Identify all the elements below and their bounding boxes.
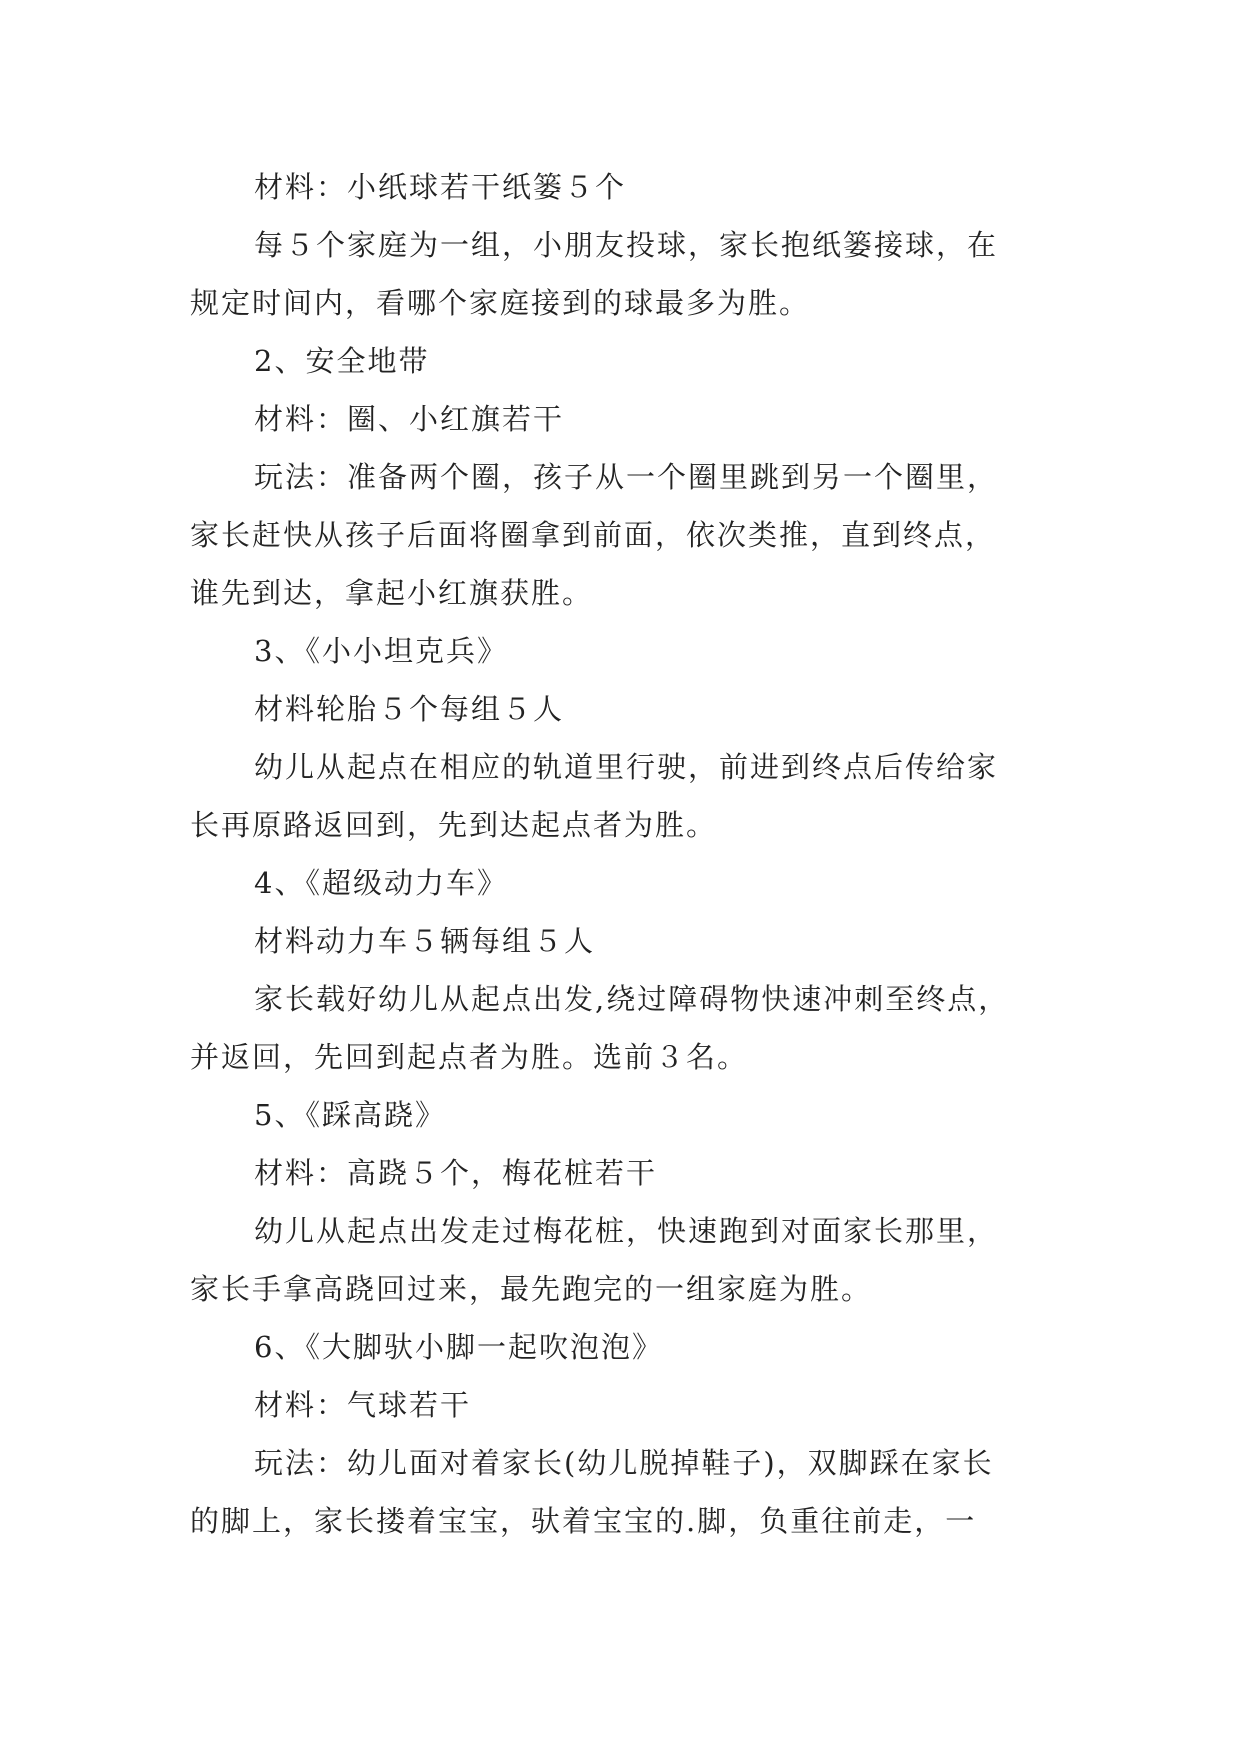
text-line: 材料动力车５辆每组５人 — [254, 924, 596, 958]
paragraph-rules-4 — [190, 970, 1065, 1086]
paragraph-materials-5 — [190, 1144, 1065, 1202]
document-body — [190, 158, 1065, 1550]
text-line: 5、《踩高跷》 — [254, 1098, 446, 1132]
paragraph-rules-1 — [190, 216, 1065, 332]
text-line: 6、《大脚驮小脚一起吹泡泡》 — [254, 1330, 663, 1364]
paragraph-materials-6 — [190, 1376, 1065, 1434]
text-line: 材料：小纸球若干纸篓５个 — [254, 170, 627, 204]
paragraph-materials-4 — [190, 912, 1065, 970]
text-line: 规定时间内，看哪个家庭接到的球最多为胜。 — [190, 286, 811, 320]
heading-game-6 — [190, 1318, 1065, 1376]
text-line: 材料：圈、小红旗若干 — [254, 402, 565, 436]
heading-game-3 — [190, 622, 1065, 680]
text-line: 玩法：幼儿面对着家长(幼儿脱掉鞋子)，双脚踩在家长 — [254, 1446, 994, 1480]
paragraph-rules-6 — [190, 1434, 1065, 1550]
paragraph-rules-3 — [190, 738, 1065, 854]
paragraph-materials-2 — [190, 390, 1065, 448]
text-line: 幼儿从起点在相应的轨道里行驶，前进到终点后传给家 — [254, 750, 999, 784]
text-line: 2、安全地带 — [254, 344, 430, 378]
text-line: 家长赶快从孩子后面将圈拿到前面，依次类推，直到终点， — [190, 518, 997, 552]
text-line: 玩法：准备两个圈，孩子从一个圈里跳到另一个圈里， — [254, 460, 999, 494]
text-line: 家长载好幼儿从起点出发,绕过障碍物快速冲刺至终点， — [254, 982, 1010, 1016]
paragraph-rules-2 — [190, 448, 1065, 622]
text-line: 幼儿从起点出发走过梅花桩，快速跑到对面家长那里， — [254, 1214, 999, 1248]
paragraph-materials-3 — [190, 680, 1065, 738]
paragraph-rules-5 — [190, 1202, 1065, 1318]
heading-game-5 — [190, 1086, 1065, 1144]
text-line: 材料：高跷５个，梅花桩若干 — [254, 1156, 658, 1190]
text-line: 材料轮胎５个每组５人 — [254, 692, 565, 726]
heading-game-4 — [190, 854, 1065, 912]
paragraph-materials-1 — [190, 158, 1065, 216]
text-line: 并返回，先回到起点者为胜。选前３名。 — [190, 1040, 749, 1074]
text-line: 材料：气球若干 — [254, 1388, 472, 1422]
text-line: 谁先到达，拿起小红旗获胜。 — [190, 576, 594, 610]
text-line: 每５个家庭为一组，小朋友投球，家长抱纸篓接球，在 — [254, 228, 999, 262]
text-line: 长再原路返回到，先到达起点者为胜。 — [190, 808, 718, 842]
heading-game-2 — [190, 332, 1065, 390]
text-line: 的脚上，家长搂着宝宝，驮着宝宝的.脚，负重往前走，一 — [190, 1504, 977, 1538]
text-line: 3、《小小坦克兵》 — [254, 634, 508, 668]
text-line: 4、《超级动力车》 — [254, 866, 508, 900]
text-line: 家长手拿高跷回过来，最先跑完的一组家庭为胜。 — [190, 1272, 873, 1306]
